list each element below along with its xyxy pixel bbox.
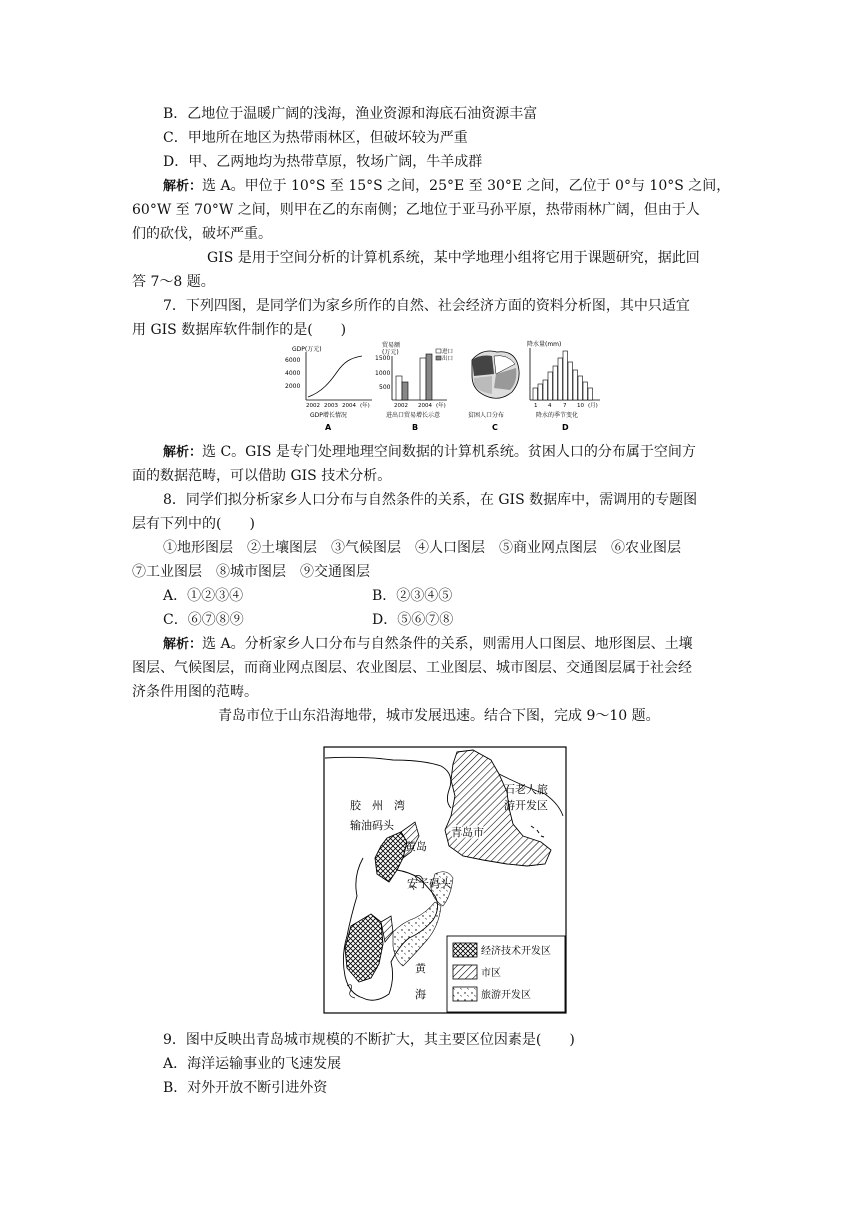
label-oil-terminal: 输油码头 [350,819,394,832]
label-jiaozhouwan: 胶 州 湾 [350,799,405,812]
chart-b-letter: B [412,423,419,432]
label-qingdao-city: 青岛市 [451,826,484,839]
chart-d-xtick-1: 1 [534,403,538,409]
option-d-q8: D．⑤⑥⑦⑧ [372,612,454,628]
legend-tourism-zone: 旅游开发区 [481,990,531,1001]
chart-a-gdp [285,346,372,432]
chart-b-ytick-1000: 1000 [375,370,391,377]
legend-swatch-tourism [453,987,477,1001]
qingdao-map [323,746,567,1014]
analysis-q6-line2: 60°W 至 70°W 之间，则甲在乙的东南侧；乙地位于亚马孙平原，热带雨林广阔，但由于人 [132,202,700,218]
label-anzi-pier: 安子码头 [407,877,451,890]
chart-b-xtick-2002: 2002 [394,403,408,409]
analysis-q6-line1 [163,176,730,197]
option-b-q8: B．②③④⑤ [372,588,453,604]
chart-b-ytick-500: 500 [379,384,391,391]
question-9: 9．图中反映出青岛城市规模的不断扩大，其主要区位因素是( ) [163,1032,575,1048]
chart-b-xunit: (年) [436,403,446,409]
chart-b-trade [375,341,453,432]
analysis-text: 选 A。甲位于 10°S 至 15°S 之间，25°E 至 30°E 之间，乙位于 0°与 10°S 之间， [202,178,731,194]
option-b-q6: B．乙地位于温暖广阔的浅海，渔业资源和海底石油资源丰富 [163,106,538,122]
chart-a-ylabel: GDP(万元) [292,346,322,353]
legend-econ-zone: 经济技术开发区 [481,946,551,957]
intro-q7-8-line1: GIS 是用于空间分析的计算机系统，某中学地理小组将它用于课题研究，据此回 [207,250,700,266]
analysis-label: 解析： [163,445,203,460]
option-c-q6: C．甲地所在地区为热带雨林区，但破坏较为严重 [163,130,468,146]
chart-a-xunit: (年) [360,403,370,409]
chart-b-xtick-2004: 2004 [418,403,432,409]
analysis-text: 选 C。GIS 是专门处理地理空间数据的计算机系统。贫困人口的分布属于空间方 [202,444,696,460]
chart-a-ytick-2000: 2000 [285,383,301,390]
legend-swatch-econ [453,943,477,957]
chart-d-caption: 降水的季节变化 [536,412,579,419]
label-sea: 海 [415,988,426,1001]
chart-d-letter: D [562,423,569,432]
analysis-label: 解析： [163,637,203,652]
figure-abcd [282,340,602,434]
option-c-q8: C．⑥⑦⑧⑨ [163,612,244,628]
question-8-layers-line1: ①地形图层 ②土壤图层 ③气候图层 ④人口图层 ⑤商业网点图层 ⑥农业图层 [163,540,681,556]
chart-b-caption: 进出口贸易增长示意 [386,412,441,419]
legend-urban: 市区 [481,968,501,979]
chart-b-ytick-1500: 1500 [375,355,391,362]
legend-swatch-urban [453,965,477,979]
option-d-q6: D．甲、乙两地均为热带草原，牧场广阔，牛羊成群 [163,154,483,170]
chart-d-ylabel: 降水量(mm) [527,341,562,348]
chart-d-xtick-10: 10 [577,403,584,409]
chart-b-legend-import: 进口 [442,349,454,355]
chart-a-xtick-2003: 2003 [324,403,338,409]
chart-a-xtick-2004: 2004 [342,403,356,409]
analysis-q8-line3: 济条件用图的范畴。 [132,684,258,700]
chart-a-letter: A [325,423,332,432]
analysis-q8-line2: 图层、气候图层，而商业网点图层、农业图层、工业图层、城市图层、交通图层属于社会经 [132,660,692,676]
chart-b-ylabel-unit: (万元) [382,349,399,356]
option-a-q8: A．①②③④ [163,588,244,604]
intro-q7-8-line2: 答 7～8 题。 [132,274,215,290]
chart-c-poverty-map [468,351,519,432]
chart-d-xtick-7: 7 [563,403,567,409]
analysis-text: 选 A。分析家乡人口分布与自然条件的关系，则需用人口图层、地形图层、土壤 [202,636,693,652]
analysis-q7-line2: 面的数据范畴，可以借助 GIS 技术分析。 [132,468,392,484]
chart-b-bar-2004-export [426,354,432,400]
analysis-label: 解析： [163,179,203,194]
label-yellow: 黄 [415,962,426,975]
chart-a-ytick-6000: 6000 [285,357,301,364]
analysis-q8-line1 [163,634,693,655]
intro-q9-10: 青岛市位于山东沿海地带，城市发展迅速。结合下图，完成 9～10 题。 [218,708,660,724]
chart-b-bar-2004-import [420,358,426,400]
chart-b-legend-export: 出口 [442,356,454,362]
chart-a-xtick-2002: 2002 [306,403,320,409]
option-a-q9: A．海洋运输事业的飞速发展 [163,1056,342,1072]
option-b-q9: B．对外开放不断引进外资 [163,1080,328,1096]
label-huangdao: 黄岛 [405,840,427,853]
question-8-layers-line2: ⑦工业图层 ⑧城市图层 ⑨交通图层 [132,564,370,580]
chart-a-gdp-line [308,356,362,397]
analysis-q7-line1 [163,442,696,463]
question-7-line1: 7．下列四图，是同学们为家乡所作的自然、社会经济方面的资料分析图，其中只适宜 [163,298,690,314]
map-legend [447,936,565,1012]
chart-a-ytick-4000: 4000 [285,370,301,377]
chart-c-caption: 贫困人口分布 [468,412,505,419]
analysis-q6-line3: 们的砍伐，破坏严重。 [132,226,272,242]
chart-d-xtick-4: 4 [548,403,552,409]
question-8-line1: 8．同学们拟分析家乡人口分布与自然条件的关系，在 GIS 数据库中，需调用的专题图 [163,492,698,508]
label-shilaoren-2: 游开发区 [504,799,548,812]
chart-b-bar-2002-import [396,376,402,400]
chart-a-caption: GDP增长情况 [310,412,347,419]
label-shilaoren-1: 石老人旅 [504,783,548,796]
chart-b-ylabel: 贸易额 [382,342,401,349]
chart-d-xunit: (月) [588,403,598,409]
chart-d-precip [527,340,600,432]
chart-c-letter: C [492,423,498,432]
chart-b-bar-2002-export [402,382,408,400]
question-8-line2: 层有下列中的( ) [132,516,255,532]
question-7-line2: 用 GIS 数据库软件制作的是( ) [132,322,347,338]
